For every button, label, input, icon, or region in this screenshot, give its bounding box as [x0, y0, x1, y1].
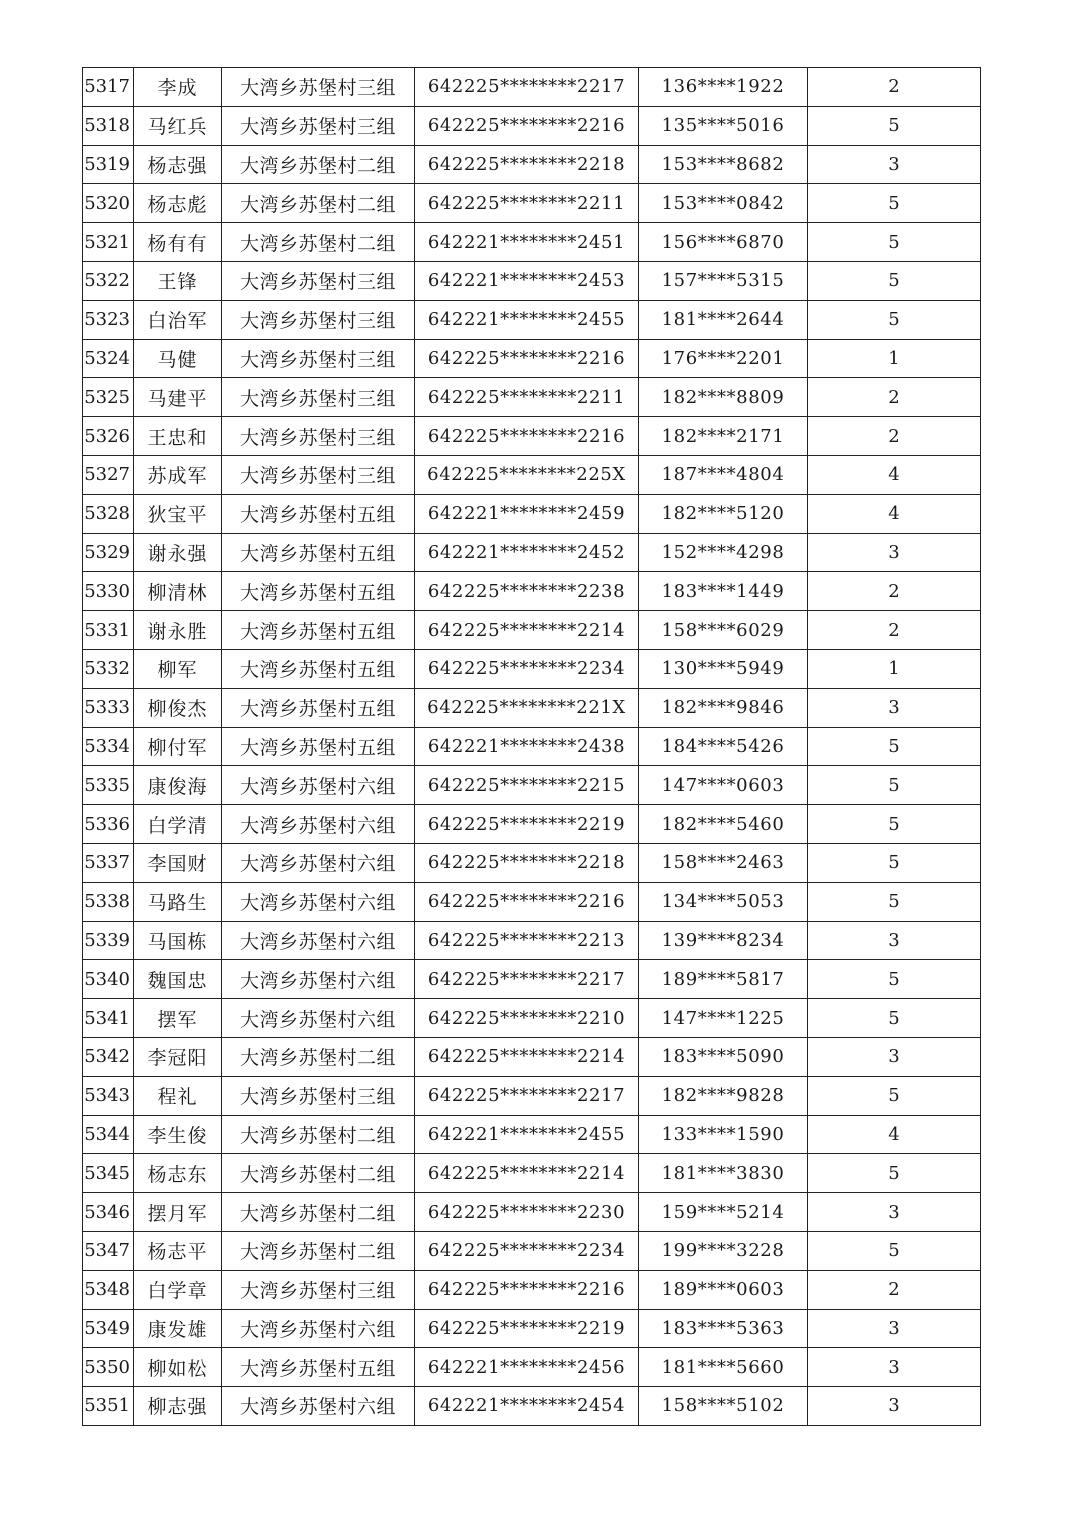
row-number-cell: 5321 [83, 223, 134, 262]
id-number-cell: 642225********2230 [415, 1193, 639, 1232]
row-number-cell: 5339 [83, 921, 134, 960]
row-number-cell: 5338 [83, 882, 134, 921]
address-cell: 大湾乡苏堡村六组 [222, 960, 415, 999]
person-name-cell: 马红兵 [134, 106, 222, 145]
table-row [83, 300, 981, 339]
phone-number-cell: 130****5949 [639, 649, 808, 688]
person-name-cell: 摆月军 [134, 1193, 222, 1232]
row-number-cell: 5320 [83, 184, 134, 223]
phone-number-cell: 182****9828 [639, 1076, 808, 1115]
address-cell: 大湾乡苏堡村二组 [222, 1231, 415, 1270]
phone-number-cell: 136****1922 [639, 68, 808, 107]
phone-number-cell: 182****2171 [639, 417, 808, 456]
person-name-cell: 柳清林 [134, 572, 222, 611]
table-row [83, 378, 981, 417]
household-count-cell: 5 [808, 960, 981, 999]
phone-number-cell: 199****3228 [639, 1231, 808, 1270]
address-cell: 大湾乡苏堡村五组 [222, 1348, 415, 1387]
row-number-cell: 5331 [83, 611, 134, 650]
row-number-cell: 5337 [83, 843, 134, 882]
table-row [83, 572, 981, 611]
id-number-cell: 642225********2211 [415, 378, 639, 417]
address-cell: 大湾乡苏堡村六组 [222, 1309, 415, 1348]
household-count-cell: 5 [808, 223, 981, 262]
row-number-cell: 5351 [83, 1387, 134, 1426]
row-number-cell: 5319 [83, 145, 134, 184]
person-name-cell: 狄宝平 [134, 494, 222, 533]
table-row [83, 921, 981, 960]
id-number-cell: 642221********2452 [415, 533, 639, 572]
row-number-cell: 5326 [83, 417, 134, 456]
household-count-cell: 1 [808, 649, 981, 688]
row-number-cell: 5344 [83, 1115, 134, 1154]
id-number-cell: 642221********2454 [415, 1387, 639, 1426]
person-name-cell: 谢永胜 [134, 611, 222, 650]
address-cell: 大湾乡苏堡村三组 [222, 106, 415, 145]
phone-number-cell: 184****5426 [639, 727, 808, 766]
household-count-cell: 2 [808, 1270, 981, 1309]
table-row [83, 261, 981, 300]
row-number-cell: 5350 [83, 1348, 134, 1387]
table-row [83, 843, 981, 882]
id-number-cell: 642225********221X [415, 688, 639, 727]
household-count-cell: 2 [808, 572, 981, 611]
household-count-cell: 2 [808, 611, 981, 650]
household-count-cell: 3 [808, 1348, 981, 1387]
id-number-cell: 642225********2234 [415, 649, 639, 688]
id-number-cell: 642225********2210 [415, 999, 639, 1038]
row-number-cell: 5343 [83, 1076, 134, 1115]
person-name-cell: 柳如松 [134, 1348, 222, 1387]
phone-number-cell: 135****5016 [639, 106, 808, 145]
id-number-cell: 642225********2218 [415, 145, 639, 184]
table-row [83, 805, 981, 844]
household-count-cell: 5 [808, 1154, 981, 1193]
phone-number-cell: 182****9846 [639, 688, 808, 727]
address-cell: 大湾乡苏堡村三组 [222, 455, 415, 494]
row-number-cell: 5332 [83, 649, 134, 688]
registry-table [82, 67, 981, 1426]
household-count-cell: 5 [808, 1231, 981, 1270]
table-row [83, 145, 981, 184]
row-number-cell: 5325 [83, 378, 134, 417]
id-number-cell: 642225********225X [415, 455, 639, 494]
table-row [83, 1309, 981, 1348]
row-number-cell: 5346 [83, 1193, 134, 1232]
phone-number-cell: 157****5315 [639, 261, 808, 300]
address-cell: 大湾乡苏堡村三组 [222, 300, 415, 339]
person-name-cell: 马路生 [134, 882, 222, 921]
person-name-cell: 王忠和 [134, 417, 222, 456]
person-name-cell: 程礼 [134, 1076, 222, 1115]
id-number-cell: 642221********2438 [415, 727, 639, 766]
row-number-cell: 5345 [83, 1154, 134, 1193]
address-cell: 大湾乡苏堡村五组 [222, 611, 415, 650]
table-row [83, 999, 981, 1038]
phone-number-cell: 181****2644 [639, 300, 808, 339]
phone-number-cell: 147****0603 [639, 766, 808, 805]
row-number-cell: 5341 [83, 999, 134, 1038]
address-cell: 大湾乡苏堡村五组 [222, 494, 415, 533]
person-name-cell: 马建平 [134, 378, 222, 417]
household-count-cell: 5 [808, 999, 981, 1038]
address-cell: 大湾乡苏堡村六组 [222, 999, 415, 1038]
household-count-cell: 3 [808, 1309, 981, 1348]
phone-number-cell: 158****5102 [639, 1387, 808, 1426]
address-cell: 大湾乡苏堡村六组 [222, 766, 415, 805]
row-number-cell: 5342 [83, 1037, 134, 1076]
person-name-cell: 魏国忠 [134, 960, 222, 999]
phone-number-cell: 147****1225 [639, 999, 808, 1038]
table-row [83, 960, 981, 999]
address-cell: 大湾乡苏堡村二组 [222, 1154, 415, 1193]
phone-number-cell: 182****8809 [639, 378, 808, 417]
table-row [83, 1231, 981, 1270]
id-number-cell: 642221********2459 [415, 494, 639, 533]
address-cell: 大湾乡苏堡村五组 [222, 688, 415, 727]
household-count-cell: 3 [808, 533, 981, 572]
address-cell: 大湾乡苏堡村二组 [222, 184, 415, 223]
household-count-cell: 4 [808, 1115, 981, 1154]
person-name-cell: 杨志强 [134, 145, 222, 184]
table-row [83, 766, 981, 805]
phone-number-cell: 181****3830 [639, 1154, 808, 1193]
table-row [83, 339, 981, 378]
id-number-cell: 642225********2216 [415, 339, 639, 378]
person-name-cell: 柳军 [134, 649, 222, 688]
phone-number-cell: 134****5053 [639, 882, 808, 921]
address-cell: 大湾乡苏堡村二组 [222, 223, 415, 262]
address-cell: 大湾乡苏堡村二组 [222, 1037, 415, 1076]
address-cell: 大湾乡苏堡村三组 [222, 1076, 415, 1115]
table-row [83, 494, 981, 533]
household-count-cell: 4 [808, 455, 981, 494]
address-cell: 大湾乡苏堡村二组 [222, 1193, 415, 1232]
id-number-cell: 642225********2216 [415, 1270, 639, 1309]
household-count-cell: 3 [808, 1037, 981, 1076]
address-cell: 大湾乡苏堡村五组 [222, 533, 415, 572]
table-row [83, 1115, 981, 1154]
id-number-cell: 642225********2213 [415, 921, 639, 960]
person-name-cell: 柳志强 [134, 1387, 222, 1426]
household-count-cell: 5 [808, 727, 981, 766]
table-row [83, 649, 981, 688]
id-number-cell: 642225********2217 [415, 1076, 639, 1115]
person-name-cell: 康俊海 [134, 766, 222, 805]
address-cell: 大湾乡苏堡村三组 [222, 1270, 415, 1309]
row-number-cell: 5318 [83, 106, 134, 145]
id-number-cell: 642225********2214 [415, 1154, 639, 1193]
id-number-cell: 642225********2238 [415, 572, 639, 611]
person-name-cell: 李生俊 [134, 1115, 222, 1154]
row-number-cell: 5333 [83, 688, 134, 727]
address-cell: 大湾乡苏堡村二组 [222, 1115, 415, 1154]
row-number-cell: 5327 [83, 455, 134, 494]
phone-number-cell: 158****6029 [639, 611, 808, 650]
household-count-cell: 3 [808, 1193, 981, 1232]
table-row [83, 417, 981, 456]
household-count-cell: 5 [808, 184, 981, 223]
id-number-cell: 642225********2216 [415, 882, 639, 921]
phone-number-cell: 182****5120 [639, 494, 808, 533]
row-number-cell: 5340 [83, 960, 134, 999]
row-number-cell: 5328 [83, 494, 134, 533]
table-row [83, 1076, 981, 1115]
phone-number-cell: 176****2201 [639, 339, 808, 378]
phone-number-cell: 139****8234 [639, 921, 808, 960]
address-cell: 大湾乡苏堡村五组 [222, 649, 415, 688]
row-number-cell: 5323 [83, 300, 134, 339]
phone-number-cell: 183****5363 [639, 1309, 808, 1348]
person-name-cell: 杨有有 [134, 223, 222, 262]
table-row [83, 1154, 981, 1193]
household-count-cell: 5 [808, 805, 981, 844]
phone-number-cell: 182****5460 [639, 805, 808, 844]
address-cell: 大湾乡苏堡村六组 [222, 843, 415, 882]
id-number-cell: 642225********2219 [415, 1309, 639, 1348]
row-number-cell: 5329 [83, 533, 134, 572]
id-number-cell: 642225********2216 [415, 417, 639, 456]
table-row [83, 106, 981, 145]
phone-number-cell: 158****2463 [639, 843, 808, 882]
address-cell: 大湾乡苏堡村三组 [222, 68, 415, 107]
id-number-cell: 642225********2215 [415, 766, 639, 805]
row-number-cell: 5330 [83, 572, 134, 611]
table-row [83, 184, 981, 223]
household-count-cell: 3 [808, 145, 981, 184]
id-number-cell: 642225********2217 [415, 960, 639, 999]
phone-number-cell: 156****6870 [639, 223, 808, 262]
table-row [83, 882, 981, 921]
id-number-cell: 642221********2456 [415, 1348, 639, 1387]
person-name-cell: 康发雄 [134, 1309, 222, 1348]
household-count-cell: 5 [808, 766, 981, 805]
id-number-cell: 642225********2216 [415, 106, 639, 145]
row-number-cell: 5336 [83, 805, 134, 844]
person-name-cell: 马国栋 [134, 921, 222, 960]
id-number-cell: 642225********2211 [415, 184, 639, 223]
address-cell: 大湾乡苏堡村三组 [222, 339, 415, 378]
phone-number-cell: 181****5660 [639, 1348, 808, 1387]
table-row [83, 1193, 981, 1232]
address-cell: 大湾乡苏堡村二组 [222, 145, 415, 184]
address-cell: 大湾乡苏堡村六组 [222, 805, 415, 844]
row-number-cell: 5317 [83, 68, 134, 107]
id-number-cell: 642225********2219 [415, 805, 639, 844]
person-name-cell: 马健 [134, 339, 222, 378]
id-number-cell: 642221********2455 [415, 300, 639, 339]
person-name-cell: 摆军 [134, 999, 222, 1038]
phone-number-cell: 187****4804 [639, 455, 808, 494]
person-name-cell: 王锋 [134, 261, 222, 300]
household-count-cell: 2 [808, 68, 981, 107]
phone-number-cell: 153****0842 [639, 184, 808, 223]
person-name-cell: 杨志彪 [134, 184, 222, 223]
id-number-cell: 642225********2217 [415, 68, 639, 107]
id-number-cell: 642221********2455 [415, 1115, 639, 1154]
row-number-cell: 5334 [83, 727, 134, 766]
household-count-cell: 1 [808, 339, 981, 378]
registry-rows [83, 68, 981, 1426]
table-row [83, 1037, 981, 1076]
row-number-cell: 5348 [83, 1270, 134, 1309]
row-number-cell: 5347 [83, 1231, 134, 1270]
person-name-cell: 苏成军 [134, 455, 222, 494]
person-name-cell: 白学清 [134, 805, 222, 844]
table-row [83, 68, 981, 107]
address-cell: 大湾乡苏堡村六组 [222, 882, 415, 921]
table-row [83, 223, 981, 262]
address-cell: 大湾乡苏堡村三组 [222, 378, 415, 417]
household-count-cell: 2 [808, 417, 981, 456]
address-cell: 大湾乡苏堡村三组 [222, 261, 415, 300]
household-count-cell: 3 [808, 921, 981, 960]
household-count-cell: 5 [808, 300, 981, 339]
household-count-cell: 4 [808, 494, 981, 533]
address-cell: 大湾乡苏堡村五组 [222, 727, 415, 766]
phone-number-cell: 189****0603 [639, 1270, 808, 1309]
household-count-cell: 5 [808, 843, 981, 882]
table-row [83, 1270, 981, 1309]
phone-number-cell: 183****5090 [639, 1037, 808, 1076]
person-name-cell: 李成 [134, 68, 222, 107]
household-count-cell: 3 [808, 1387, 981, 1426]
person-name-cell: 谢永强 [134, 533, 222, 572]
table-row [83, 455, 981, 494]
phone-number-cell: 159****5214 [639, 1193, 808, 1232]
table-row [83, 533, 981, 572]
person-name-cell: 白治军 [134, 300, 222, 339]
table-row [83, 688, 981, 727]
phone-number-cell: 183****1449 [639, 572, 808, 611]
household-count-cell: 5 [808, 882, 981, 921]
id-number-cell: 642225********2214 [415, 611, 639, 650]
table-row [83, 611, 981, 650]
person-name-cell: 柳付军 [134, 727, 222, 766]
row-number-cell: 5335 [83, 766, 134, 805]
table-row [83, 1387, 981, 1426]
table-row [83, 1348, 981, 1387]
row-number-cell: 5322 [83, 261, 134, 300]
id-number-cell: 642225********2234 [415, 1231, 639, 1270]
household-count-cell: 5 [808, 1076, 981, 1115]
person-name-cell: 杨志平 [134, 1231, 222, 1270]
person-name-cell: 李国财 [134, 843, 222, 882]
id-number-cell: 642221********2453 [415, 261, 639, 300]
phone-number-cell: 189****5817 [639, 960, 808, 999]
address-cell: 大湾乡苏堡村五组 [222, 572, 415, 611]
phone-number-cell: 152****4298 [639, 533, 808, 572]
person-name-cell: 杨志东 [134, 1154, 222, 1193]
id-number-cell: 642225********2218 [415, 843, 639, 882]
household-count-cell: 2 [808, 378, 981, 417]
row-number-cell: 5324 [83, 339, 134, 378]
address-cell: 大湾乡苏堡村六组 [222, 1387, 415, 1426]
household-count-cell: 3 [808, 688, 981, 727]
phone-number-cell: 133****1590 [639, 1115, 808, 1154]
person-name-cell: 李冠阳 [134, 1037, 222, 1076]
address-cell: 大湾乡苏堡村六组 [222, 921, 415, 960]
household-count-cell: 5 [808, 261, 981, 300]
person-name-cell: 柳俊杰 [134, 688, 222, 727]
address-cell: 大湾乡苏堡村三组 [222, 417, 415, 456]
person-name-cell: 白学章 [134, 1270, 222, 1309]
household-count-cell: 5 [808, 106, 981, 145]
phone-number-cell: 153****8682 [639, 145, 808, 184]
row-number-cell: 5349 [83, 1309, 134, 1348]
table-row [83, 727, 981, 766]
id-number-cell: 642221********2451 [415, 223, 639, 262]
id-number-cell: 642225********2214 [415, 1037, 639, 1076]
